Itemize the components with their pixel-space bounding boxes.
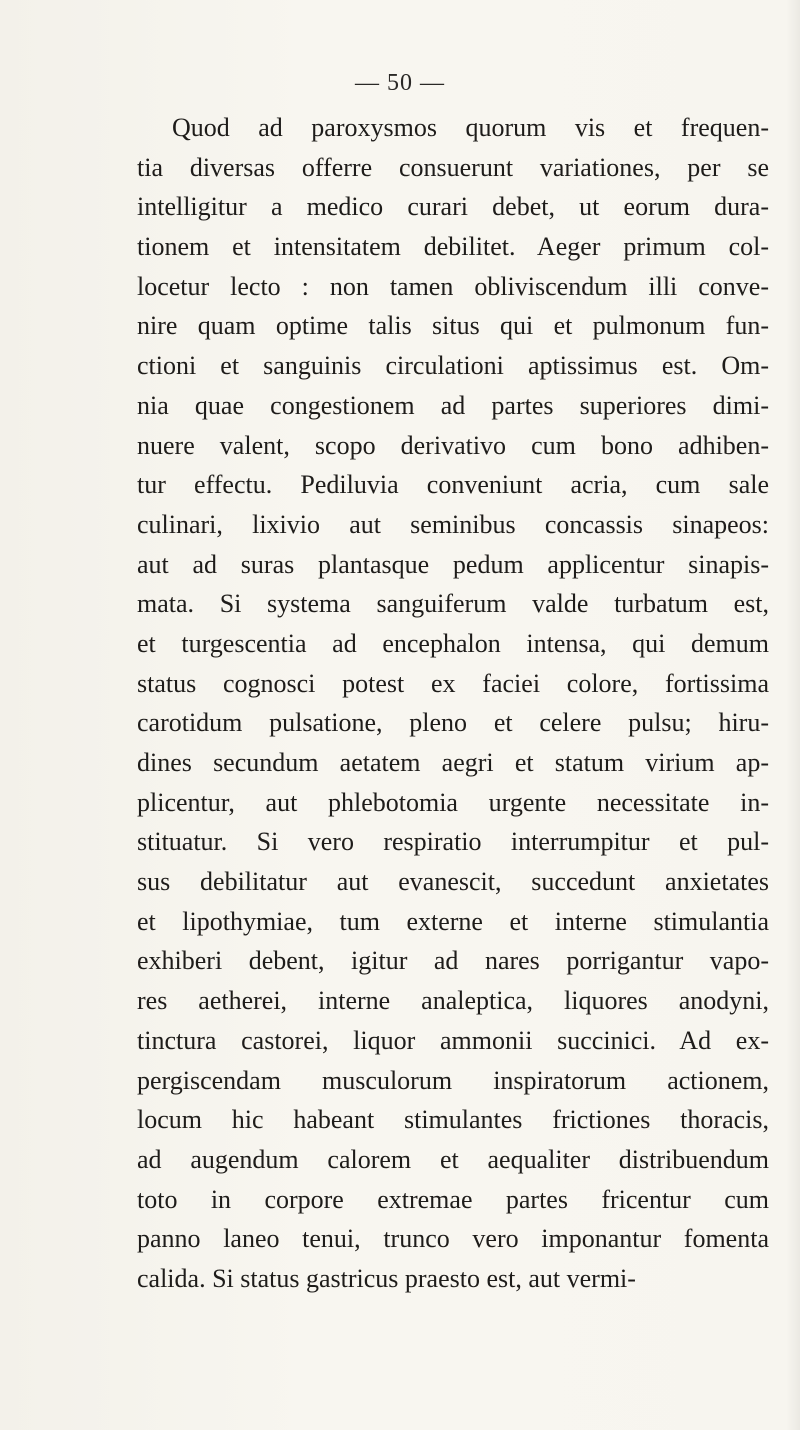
page-number: — 50 —	[355, 70, 445, 96]
text-line: locum hic habeant stimulantes frictiones thoracis,	[137, 1105, 769, 1135]
text-line: dines secundum aetatem aegri et statum virium ap-	[137, 748, 769, 777]
text-line: sus debilitatur aut evanescit, succedunt anxietates	[137, 867, 769, 897]
page-edge-shadow	[786, 0, 800, 1430]
text-line: Quod ad paroxysmos quorum vis et frequen-	[172, 113, 769, 142]
text-line: et lipothymiae, tum externe et interne stimulantia	[137, 906, 769, 936]
text-line: culinari, lixivio aut seminibus concassis sinapeos:	[137, 509, 769, 539]
text-line: panno laneo tenui, trunco vero imponantur fomenta	[137, 1224, 769, 1254]
text-line: nire quam optime talis situs qui et pulmonum fun-	[137, 311, 769, 341]
text-line: et turgescentia ad encephalon intensa, qui demum	[137, 628, 769, 658]
text-line: tionem et intensitatem debilitet. Aeger primum col-	[137, 232, 769, 262]
body-text	[137, 108, 769, 1299]
text-line: exhiberi debent, igitur ad nares porrigantur vapo-	[137, 946, 769, 976]
text-line: tinctura castorei, liquor ammonii succinici. Ad ex-	[137, 1025, 769, 1055]
text-line: toto in corpore extremae partes fricentur cum	[137, 1184, 769, 1214]
text-line: intelligitur a medico curari debet, ut eorum dura-	[137, 192, 769, 222]
text-line: pergiscendam musculorum inspiratorum actionem,	[137, 1065, 769, 1095]
text-line: plicentur, aut phlebotomia urgente necessitate in-	[137, 787, 769, 817]
text-line: aut ad suras plantasque pedum applicentur sinapis-	[137, 549, 769, 579]
text-line: ad augendum calorem et aequaliter distribuendum	[137, 1144, 769, 1174]
text-line: locetur lecto : non tamen obliviscendum illi conve-	[137, 271, 769, 301]
text-line: ctioni et sanguinis circulationi aptissimus est. Om-	[137, 351, 769, 381]
text-line: res aetherei, interne analeptica, liquores anodyni,	[137, 986, 769, 1016]
text-line: stituatur. Si vero respiratio interrumpitur et pul-	[137, 827, 769, 857]
text-line: mata. Si systema sanguiferum valde turbatum est,	[137, 589, 769, 619]
text-line: calida. Si status gastricus praesto est, aut vermi-	[137, 1263, 636, 1293]
text-line: carotidum pulsatione, pleno et celere pulsu; hiru-	[137, 708, 769, 738]
text-line: nuere valent, scopo derivativo cum bono adhiben-	[137, 430, 769, 460]
text-line: status cognosci potest ex faciei colore, fortissima	[137, 668, 769, 698]
text-line: tia diversas offerre consuerunt variationes, per se	[137, 152, 769, 182]
text-line: nia quae congestionem ad partes superiores dimi-	[137, 390, 769, 420]
text-line: tur effectu. Pediluvia conveniunt acria, cum sale	[137, 470, 769, 500]
